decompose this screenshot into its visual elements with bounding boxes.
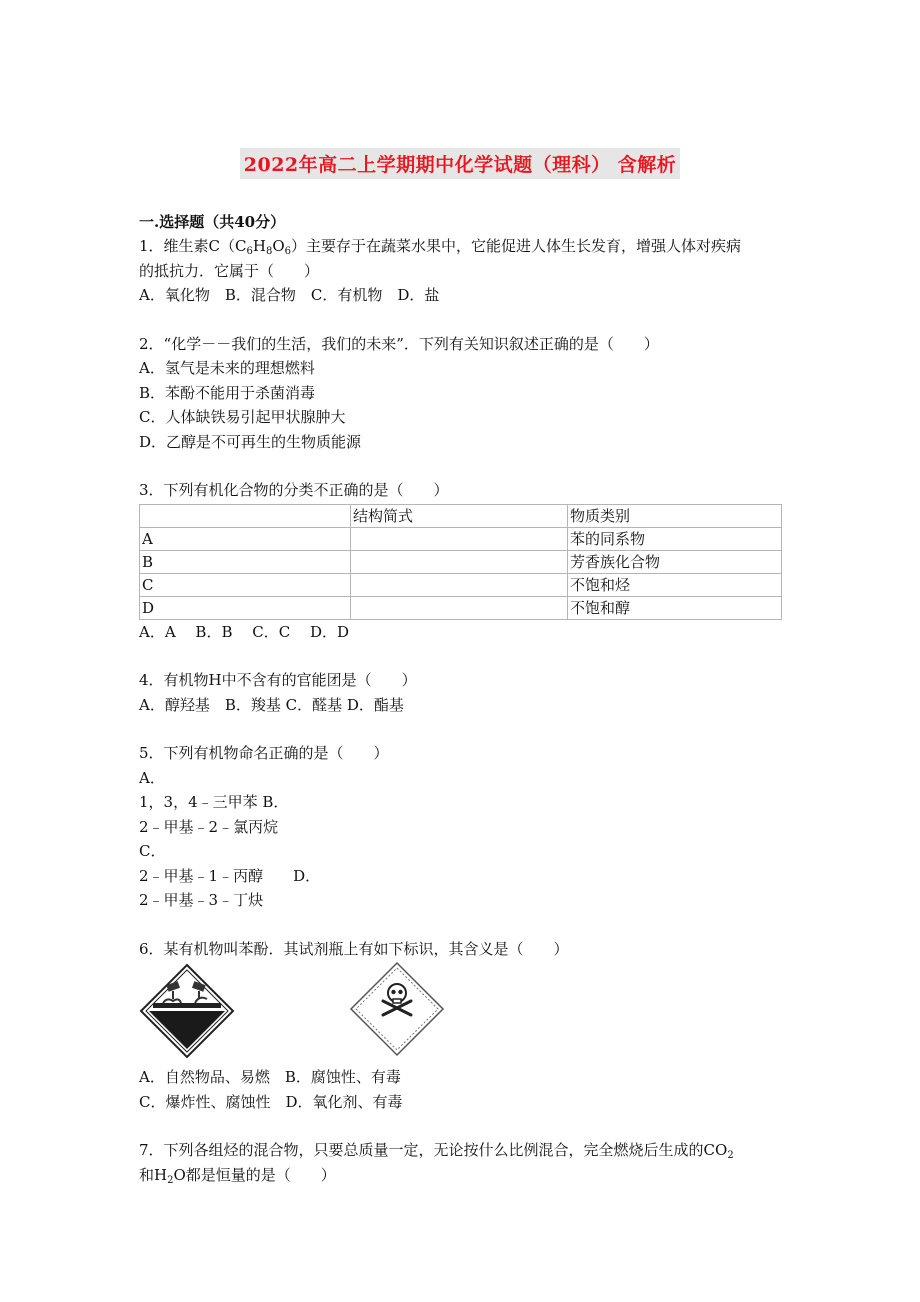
table-row (140, 596, 782, 619)
q1-text-post: ）主要存于在蔬菜水果中，它能促进人体生长发育，增强人体对疾病 (291, 237, 742, 255)
question-2-option-a: A．氢气是未来的理想燃料 (139, 359, 315, 377)
toxic-sign-icon (349, 961, 445, 1057)
spacer (139, 913, 789, 937)
q7-sub-co2: 2 (727, 1150, 734, 1161)
question-5-line: C． (139, 842, 166, 860)
table-cell: C (140, 573, 351, 596)
section-heading: 一.选择题（共40分） (139, 213, 286, 231)
question-2-option-c: C．人体缺铁易引起甲状腺肿大 (139, 408, 346, 426)
question-5-line: A． (139, 768, 165, 787)
question-5-stem: 5．下列有机物命名正确的是（ ） (139, 744, 389, 762)
question-1 (139, 234, 789, 308)
table-cell: D (140, 596, 351, 619)
q1-text-o: O (272, 237, 285, 255)
document-title-wrap (0, 148, 920, 179)
table-row (140, 527, 782, 550)
question-2 (139, 332, 789, 455)
spacer (139, 308, 789, 332)
classification-table (139, 504, 782, 620)
table-row (140, 573, 782, 596)
spacer (139, 454, 789, 478)
table-cell: B (140, 550, 351, 573)
q1-sub-h: 8 (265, 246, 273, 257)
question-6 (139, 937, 789, 1115)
table-cell (351, 596, 568, 619)
question-1-stem-line-1 (139, 234, 789, 259)
question-5-line: 2﹣甲基﹣2﹣氯丙烷 (139, 817, 279, 836)
question-1-stem-line-2: 的抵抗力．它属于（ ） (139, 261, 320, 280)
table-cell: A (140, 527, 351, 550)
q1-text-h: H (252, 237, 266, 255)
question-7-stem-line-2 (139, 1163, 789, 1188)
question-3 (139, 478, 789, 644)
table-header-row (140, 504, 782, 527)
document-body (139, 210, 789, 1187)
hazard-signs (139, 961, 789, 1065)
question-7 (139, 1138, 789, 1187)
document-title: 2022年高二上学期期中化学试题（理科） 含解析 (240, 148, 681, 179)
question-5 (139, 741, 789, 913)
question-3-stem: 3．下列有机化合物的分类不正确的是（ ） (139, 481, 449, 499)
question-1-options: A．氧化物 B．混合物 C．有机物 D．盐 (139, 286, 440, 304)
table-cell: 不饱和醇 (568, 596, 782, 619)
spacer (139, 644, 789, 668)
question-4-stem: 4．有机物H中不含有的官能团是（ ） (139, 671, 417, 689)
spacer (139, 1114, 789, 1138)
question-4 (139, 668, 789, 717)
table-cell (351, 550, 568, 573)
q7-text-post: O都是恒量的是（ ） (173, 1165, 336, 1184)
question-2-option-d: D．乙醇是不可再生的生物质能源 (139, 432, 362, 451)
spacer (139, 717, 789, 741)
question-5-line: 1，3，4﹣三甲苯 B． (139, 793, 289, 811)
q1-text-pre: 1．维生素C（C (139, 237, 247, 255)
q1-sub-o: 6 (284, 246, 292, 257)
table-header-cell: 物质类别 (568, 504, 782, 527)
question-2-option-b: B．苯酚不能用于杀菌消毒 (139, 383, 316, 402)
table-header-cell (140, 504, 351, 527)
table-row (140, 550, 782, 573)
table-cell (351, 573, 568, 596)
question-6-stem: 6．某有机物叫苯酚．其试剂瓶上有如下标识，其含义是（ ） (139, 939, 569, 958)
question-2-stem: 2．“化学－－我们的生活，我们的未来”．下列有关知识叙述正确的是（ ） (139, 334, 659, 353)
table-header-cell: 结构简式 (351, 504, 568, 527)
question-4-options: A．醇羟基 B．羧基 C．醛基 D．酯基 (139, 695, 404, 714)
question-5-line: 2﹣甲基﹣3﹣丁炔 (139, 891, 264, 909)
question-3-options: A．A B．B C．C D．D (139, 622, 350, 641)
table-cell: 苯的同系物 (568, 527, 782, 550)
q7-text: 7．下列各组烃的混合物，只要总质量一定，无论按什么比例混合，完全燃烧后生成的CO (139, 1141, 728, 1159)
question-7-stem-line-1 (139, 1138, 789, 1163)
table-cell: 不饱和烃 (568, 573, 782, 596)
question-5-line: 2﹣甲基﹣1﹣丙醇 D． (139, 866, 321, 885)
question-6-options-1: A．自然物品、易燃 B．腐蚀性、有毒 (139, 1068, 401, 1086)
q1-sub-c: 6 (246, 246, 253, 257)
question-6-options-2: C．爆炸性、腐蚀性 D．氧化剂、有毒 (139, 1092, 403, 1111)
q7-sub-h2o: 2 (167, 1174, 174, 1186)
table-cell: 芳香族化合物 (568, 550, 782, 573)
corrosive-sign-icon (139, 963, 235, 1059)
table-cell (351, 527, 568, 550)
q7-text-pre: 和H (139, 1165, 168, 1184)
